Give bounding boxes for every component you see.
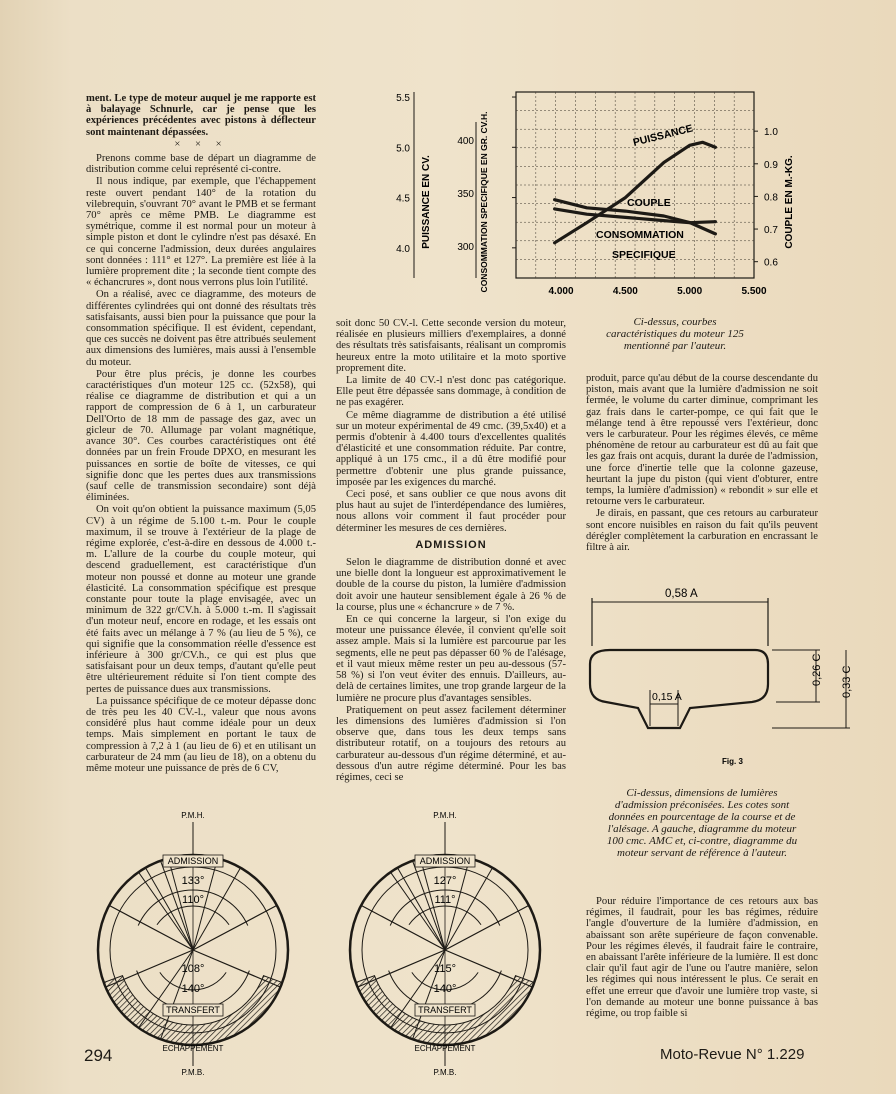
column-1 — [86, 93, 316, 775]
page-number: 294 — [84, 1046, 113, 1065]
paragraph: Pour être plus précis, je donne les courbes caractéristiques d'un moteur 125 cc. (52x58), qui réalise ce diagramme de distribution et qui a un rapport de compression de 6 à 1, un carburateur Dell'Orto de 18 mm de passage des gaz, avec un gicleur de 70. Allumage par volant magnétique, avance 30°. Ces courbes caractéristiques ont été données par un frein Froude DPXO, en mesurant les puissances en sortie de boîte de vitesses, ce qui signifie donc que les pertes dues aux transmissions (sauf celle de transmission secondaire) sont déjà éliminées. — [86, 368, 316, 504]
y-tick-label-puissance: 4.0 — [396, 243, 410, 255]
paragraph: La puissance spécifique de ce moteur dépasse donc de très peu les 40 CV.-l., valeur que nous avons considéré plus haut comme idéale pour un deux temps. Mais simplement en portant le taux de compression à 7,2 à 1 (au lieu de 6) et en utilisant un carburateur de 24 mm (au lieu de 18), on a obtenu du même moteur une puissance de près de 6 CV, — [86, 695, 316, 774]
admission-label: ADMISSION — [167, 856, 219, 866]
y-tick-label-puissance: 5.0 — [396, 143, 410, 155]
y-tick-label-couple: 1.0 — [764, 127, 778, 139]
section-separator: × × × — [174, 138, 228, 150]
port-outline — [590, 650, 768, 728]
magazine-name: Moto-Revue — [660, 1046, 742, 1063]
echappement-label: ECHAPPEMENT — [414, 1044, 476, 1053]
angle-exhaust: 140° — [433, 983, 457, 995]
angle-admission-outer: 133° — [181, 875, 205, 887]
paragraph: Prenons comme base de départ un diagramme de distribution comme celui représenté ci-contre. — [86, 153, 316, 176]
axis-label-puissance: PUISSANCE EN CV. — [421, 155, 432, 249]
series-label-couple: COUPLE — [627, 197, 671, 209]
paragraph: En ce qui concerne la largeur, si l'on exige du moteur une puissance élevée, il convient qu'elle soit assez ample. Mais si la lumière est parcourue par les segments, elle ne peut pas dépasser 60 % de l'alésage, et il vaut mieux même rester un peu au-dessous (57-58 %) si l'on veut éviter des ennuis. D'ailleurs, au-delà de certaines limites, une trop grande largeur de la lumière ne procure plus d'avantages sensibles. — [336, 614, 566, 704]
pmb-label: P.M.B. — [433, 1068, 457, 1077]
section-heading-admission: ADMISSION — [415, 538, 487, 551]
column-2 — [336, 318, 566, 784]
timing-radial — [193, 950, 280, 987]
column-3-bottom — [586, 896, 818, 1020]
timing-radial — [445, 950, 532, 987]
y-tick-label-puissance: 4.5 — [396, 193, 410, 205]
x-tick-label: 4.000 — [548, 286, 574, 297]
y-tick-label-consommation: 400 — [457, 135, 474, 147]
series-label-specifique: SPECIFIQUE — [612, 249, 676, 261]
column-3-top — [586, 373, 818, 554]
figure-label: Fig. 3 — [722, 757, 743, 766]
y-tick-label-couple: 0.6 — [764, 257, 778, 269]
y-tick-label-puissance: 5.5 — [396, 93, 410, 105]
paragraph: On voit qu'on obtient la puissance maximum (5,05 CV) à un régime de 5.100 t.-m. Pour le couple maximum, il se trouve à l'extérieur de la plage de régime explorée, c'est-à-dire en dessous de 4.000 t.-m. L'allure de la courbe du couple moteur, qui descend graduellement, est caractéristique d'un moteur non poussé et donne au moteur une grande élasticité. La consommation spécifique est presque constante pour toute la plage envisagée, avec un minimum de 322 gr/CV.h. à 5.000 t.-m. Il s'agissait d'un moteur neuf, encore en rodage, et les essais ont été faits avec un mélange à 7 % (au lieu de 5 %), ce qui signifie que la consommation réelle d'essence est inférieure à 300 gr/CV.h., ce qui est plus que satisfaisant pour un deux temps, d'autant qu'elle peut être ultérieurement réduite si l'on tient compte des pertes de puissance dues aux transmissions. — [86, 504, 316, 695]
angle-exhaust: 140° — [181, 983, 205, 995]
performance-chart — [384, 84, 804, 310]
port-figure-caption: Ci-dessus, dimensions de lumières d'admission préconisées. Les cotes sont données en pourcentage de la course et de l'alésage. A gauche, diagramme du moteur 100 cmc. AMC et, ci-contre, diagramme du moteur servant de référence à l'auteur. — [606, 787, 798, 859]
magazine-footer — [660, 1046, 804, 1063]
angle-admission-outer: 127° — [433, 875, 457, 887]
paragraph: Il nous indique, par exemple, que l'échappement reste ouvert pendant 140° de la rotation du vilebrequin, s'ouvrant 70° avant le PMB et se fermant 70° après ce même PMB. Le diagramme est symétrique, comme il est normal pour un moteur à simple piston et dont le cylindre n'est pas désaxé. En ce qui concerne l'admission, deux durées angulaires sont données : 111° et 127°. La première est liée à la lumière proprement dite ; la seconde tient compte des « échancrures », dont nous verrons plus loin l'utilité. — [86, 176, 316, 289]
timing-diagram-left — [70, 808, 320, 1083]
axis-label-couple: COUPLE EN M.-KG. — [784, 155, 795, 249]
y-tick-label-couple: 0.9 — [764, 159, 778, 171]
paragraph: On a réalisé, avec ce diagramme, des moteurs de différentes cylindrées qui ont donné des résultats très satisfaisants, aussi bien pour la puissance que pour la consommation spécifique. Il est évident, cependant, que ces succès ne doivent pas être attribués seulement aux dimensions des lumières, mais aussi à l'ensemble du moteur. — [86, 289, 316, 368]
paragraph: Je dirais, en passant, que ces retours au carburateur sont encore nuisibles en raison du fait qu'ils peuvent dérégler complètement la carburation en encrassant le filtre à air. — [586, 508, 818, 554]
paragraph: Ce même diagramme de distribution a été utilisé sur un moteur expérimental de 49 cmc. (39,5x40) et a permis d'obtenir à 4.400 tours d'excellentes qualités d'élasticité et une consommation réduite. Par contre, appliqué à un 175 cmc., il a dû être modifié pour permettre d'obtenir une plus grande puissance, imposée par les exigences du marché. — [336, 409, 566, 488]
dim-width-chamfer: 0,15 A — [652, 691, 682, 703]
paragraph: produit, parce qu'au début de la course descendante du piston, mais avant que la lumière d'admission ne soit fermée, le volume du carter diminue, comprimant les gaz frais dans le carter-pompe, ce qui fait que le mélange tend à être repoussé vers l'extérieur, donc vers le carburateur. Pour les régimes élevés, ce même phénomène de retour au carburateur est dû au fait que les gaz frais ont acquis, durant la durée de l'admission, une force d'inertie telle que la colonne gazeuse, heurtant la jupe du piston (qui vient d'obturer, entre temps, la lumière d'admission) « rebondit » sur elle et retourne vers le carburateur. — [586, 373, 818, 508]
x-tick-label: 5.500 — [741, 286, 767, 297]
angle-transfer: 108° — [181, 963, 205, 975]
paragraph: Selon le diagramme de distribution donné et avec une bielle dont la longueur est approximativement le double de la course du piston, la lumière d'admission doit avoir une hauteur sensiblement égale à 26 % de la course, plus une « échancrure » de 7 %. — [336, 557, 566, 613]
series-label-puissance: PUISSANCE — [631, 122, 695, 149]
series-label-consommation: CONSOMMATION — [596, 229, 684, 241]
angle-admission-inner: 111° — [434, 894, 456, 906]
dim-width-total: 0,58 A — [665, 588, 698, 600]
paragraph: Pour réduire l'importance de ces retours aux bas régimes, il faudrait, pour les bas régimes, réduire l'angle d'ouverture de la lumière d'admission, en abaissant son arête supérieure de façon convenable. Pour les régimes élevés, il faudrait faire le contraire, en abaissant l'arête inférieure de la lumière. Il est donc clair qu'il faut agir de l'une ou l'autre manière, selon les régimes qui nous intéressent le plus. Ce serait en effet une erreur que d'avoir une lumière trop vaste, si l'on demande au moteur une bonne puissance à bas régime, ou trop faible si — [586, 896, 818, 1020]
paragraph: La limite de 40 CV.-l n'est donc pas catégorique. Elle peut être dépassée sans dommage, à condition de ne pas exagérer. — [336, 375, 566, 409]
y-tick-label-consommation: 300 — [457, 242, 474, 254]
x-tick-label: 5.000 — [677, 286, 703, 297]
axis-label-consommation: CONSOMMATION SPECIFIQUE EN GR. CV.H. — [479, 111, 489, 293]
angle-transfer: 115° — [434, 963, 456, 975]
angle-admission-inner: 110° — [182, 894, 204, 906]
admission-label: ADMISSION — [419, 856, 471, 866]
pmh-label: P.M.H. — [433, 811, 457, 820]
paragraph: Pratiquement on peut assez facilement déterminer les dimensions des lumières d'admission si l'on observe que, dans tous les deux temps sans distributeur rotatif, on a toujours des retours au carburateur au-dessous d'un régime déterminé, et au-dessous d'un autre régime déterminé. Pour les bas régimes, ceci se — [336, 704, 566, 783]
dim-height-total: 0,33 C — [841, 665, 853, 698]
y-tick-label-consommation: 350 — [457, 188, 474, 200]
x-tick-label: 4.500 — [612, 286, 638, 297]
paragraph: Ceci posé, et sans oublier ce que nous avons dit plus haut au sujet de l'interdépendance des lumières, nous allons voir comment il faut procéder pour déterminer les mesures de ces dernières. — [336, 489, 566, 534]
y-tick-label-couple: 0.7 — [764, 225, 778, 237]
paragraph: ment. Le type de moteur auquel je me rapporte est à balayage Schnurle, car je pense que les expériences précédentes avec pistons à déflecteur sont maintenant dépassées. — [86, 93, 316, 138]
dim-height-inner: 0,26 C — [811, 653, 823, 686]
transfert-label: TRANSFERT — [166, 1005, 220, 1015]
chart-axes — [396, 92, 778, 297]
y-tick-label-couple: 0.8 — [764, 192, 778, 204]
intake-port-figure — [580, 580, 870, 772]
transfert-label: TRANSFERT — [418, 1005, 472, 1015]
pmb-label: P.M.B. — [181, 1068, 205, 1077]
paragraph: soit donc 50 CV.-l. Cette seconde version du moteur, réalisée en plusieurs milliers d'exemplaires, a donné des résultats très satisfaisants, réalisant un compromis heureux entre la moto utilitaire et la moto sportive proprement dite. — [336, 318, 566, 374]
pmh-label: P.M.H. — [181, 811, 205, 820]
chart-caption: Ci-dessus, courbes caractéristiques du moteur 125 mentionné par l'auteur. — [606, 316, 744, 352]
issue-number: N° 1.229 — [745, 1046, 805, 1063]
echappement-label: ECHAPPEMENT — [162, 1044, 224, 1053]
timing-diagram-right — [322, 808, 572, 1083]
